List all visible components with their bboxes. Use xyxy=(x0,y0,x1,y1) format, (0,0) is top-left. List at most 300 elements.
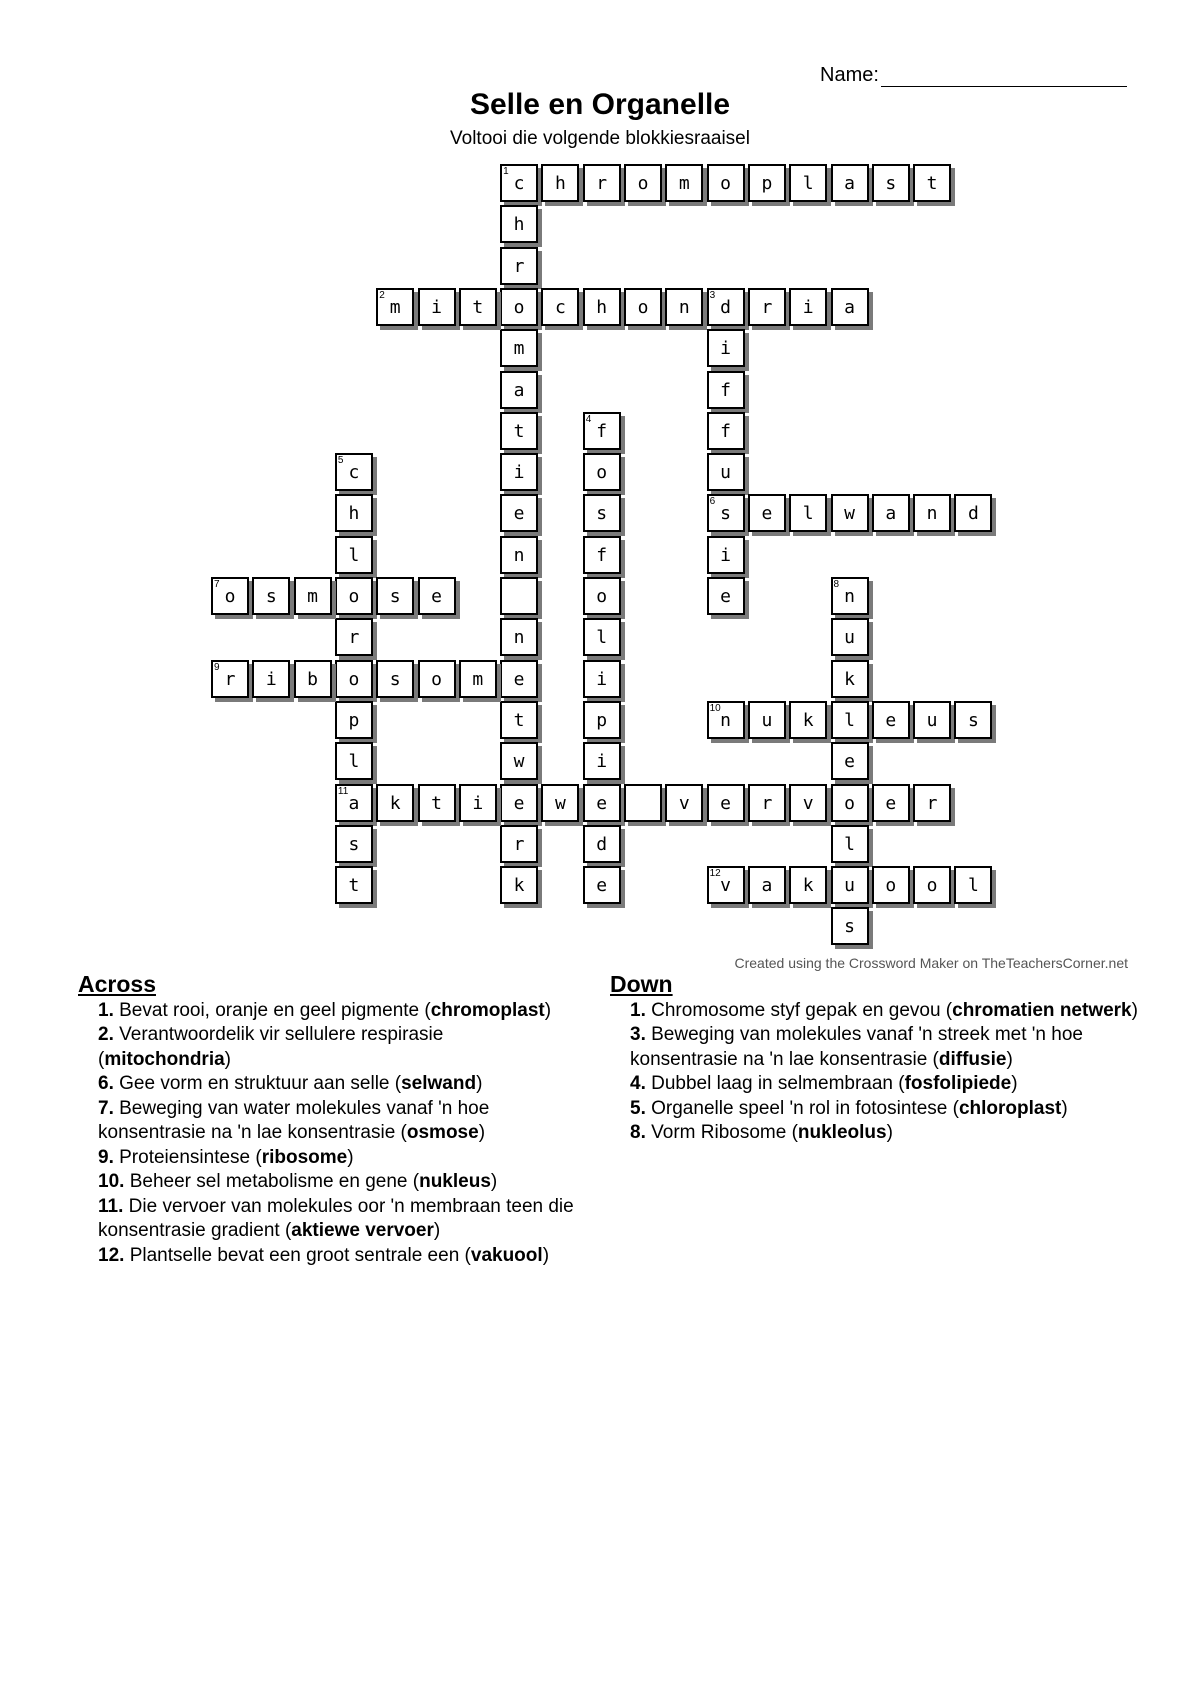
clue-end: ) xyxy=(347,1146,354,1168)
cell-letter: o xyxy=(596,462,608,484)
clue-number: 1. xyxy=(98,999,114,1021)
grid-cell[interactable] xyxy=(831,907,869,945)
cell-letter: r xyxy=(761,792,773,814)
across-clue xyxy=(78,1170,578,1195)
grid-cell[interactable] xyxy=(500,453,538,491)
clue-text: Proteiensintese ( xyxy=(113,1146,262,1168)
grid-cell[interactable] xyxy=(500,536,538,574)
cell-letter: m xyxy=(389,296,401,318)
across-clues xyxy=(78,972,578,1268)
cell-letter: s xyxy=(348,833,360,855)
cell-letter: i xyxy=(720,544,732,566)
cell-letter: r xyxy=(761,296,773,318)
down-clue xyxy=(610,999,1150,1024)
grid-cell[interactable] xyxy=(789,164,827,202)
across-clue xyxy=(78,1146,578,1171)
cell-letter: e xyxy=(513,792,525,814)
clue-end: ) xyxy=(886,1122,893,1143)
page-title: Selle en Organelle xyxy=(469,88,731,121)
cell-letter: i xyxy=(802,296,814,318)
grid-cell[interactable] xyxy=(583,453,621,491)
down-clue xyxy=(610,1023,1150,1072)
clue-text: Beweging van molekules vanaf 'n streek met 'n hoe konsentrasie na 'n lae konsentrasie ( xyxy=(630,1024,1083,1070)
clue-text: Chromosome styf gepak en gevou ( xyxy=(645,999,953,1021)
clue-number: 11. xyxy=(98,1195,124,1217)
grid-cell[interactable] xyxy=(624,164,662,202)
grid-cell[interactable] xyxy=(583,825,621,863)
grid-cell[interactable] xyxy=(418,784,456,822)
cell-letter: o xyxy=(513,296,525,318)
grid-cell[interactable] xyxy=(748,494,786,532)
grid-cell[interactable] xyxy=(872,494,910,532)
cell-letter: s xyxy=(885,173,897,194)
cell-letter: m xyxy=(307,586,319,607)
clue-end: ) xyxy=(1061,1097,1068,1119)
cell-letter: i xyxy=(596,668,608,690)
grid-cell[interactable] xyxy=(831,494,869,532)
across-clue xyxy=(78,1023,578,1072)
grid-cell[interactable] xyxy=(459,660,497,698)
grid-cell[interactable] xyxy=(665,288,703,326)
clue-text: Gee vorm en struktuur aan selle ( xyxy=(113,1073,402,1094)
grid-cell[interactable] xyxy=(624,784,662,822)
cell-letter: f xyxy=(596,544,608,566)
grid-cell[interactable] xyxy=(541,288,579,326)
clue-number: 1 xyxy=(503,166,509,177)
cell-letter: s xyxy=(389,668,401,690)
grid-cell[interactable] xyxy=(541,164,579,202)
grid-cell[interactable] xyxy=(335,701,373,739)
cell-letter: o xyxy=(885,875,897,897)
cell-letter: n xyxy=(720,709,732,731)
clue-answer: mitochondria xyxy=(104,1048,225,1070)
cell-letter: i xyxy=(720,338,732,360)
clue-number: 8 xyxy=(833,579,840,590)
grid-cell[interactable] xyxy=(294,577,332,615)
clue-text: Bevat rooi, oranje en geel pigmente ( xyxy=(113,999,431,1021)
grid-cell[interactable] xyxy=(707,453,745,491)
clue-number: 12 xyxy=(709,868,721,880)
cell-letter: o xyxy=(637,296,649,318)
grid-cell[interactable] xyxy=(500,825,538,863)
grid-cell[interactable] xyxy=(500,866,538,904)
grid-cell[interactable] xyxy=(707,329,745,367)
grid-cell[interactable] xyxy=(252,577,290,615)
cell-letter: f xyxy=(720,420,732,442)
cell-letter: l xyxy=(802,503,814,525)
grid-cell[interactable] xyxy=(954,494,992,532)
cell-letter: m xyxy=(472,668,484,690)
cell-letter: s xyxy=(265,586,277,607)
cell-letter: w xyxy=(554,792,566,814)
cell-letter: a xyxy=(348,792,360,814)
cell-letter: a xyxy=(844,173,855,194)
grid-cell[interactable] xyxy=(335,618,373,656)
grid-cell[interactable] xyxy=(583,577,621,615)
grid-cell[interactable] xyxy=(335,494,373,532)
cell-letter: o xyxy=(926,875,938,897)
cell-letter: a xyxy=(513,379,525,401)
cell-letter: u xyxy=(926,709,938,731)
grid-cell[interactable] xyxy=(211,577,249,615)
clue-number: 2. xyxy=(98,1024,114,1045)
grid-cell[interactable] xyxy=(748,784,786,822)
grid-cell[interactable] xyxy=(831,866,869,904)
grid-cell[interactable] xyxy=(707,494,745,532)
cell-letter: o xyxy=(348,668,360,690)
grid-cell[interactable] xyxy=(789,866,827,904)
grid-cell[interactable] xyxy=(831,742,869,780)
grid-cell[interactable] xyxy=(831,701,869,739)
clue-text: Plantselle bevat een groot sentrale een ( xyxy=(124,1244,471,1266)
cell-letter: e xyxy=(885,792,897,814)
clue-end: ) xyxy=(433,1220,441,1241)
cell-letter: s xyxy=(596,503,608,525)
grid-cell[interactable] xyxy=(707,412,745,450)
cell-letter: r xyxy=(596,173,608,194)
grid-cell[interactable] xyxy=(252,660,290,698)
cell-letter: n xyxy=(926,503,938,525)
grid-cell[interactable] xyxy=(583,660,621,698)
clue-number: 10. xyxy=(98,1171,125,1192)
cell-letter: i xyxy=(596,751,608,773)
cell-letter: o xyxy=(596,586,608,607)
grid-cell[interactable] xyxy=(913,164,951,202)
grid-cell[interactable] xyxy=(500,412,538,450)
grid-cell[interactable] xyxy=(500,660,538,698)
clue-answer: nukleus xyxy=(419,1171,491,1192)
grid-cell[interactable] xyxy=(748,164,786,202)
cell-letter: r xyxy=(348,627,360,649)
cell-letter: t xyxy=(513,709,525,731)
grid-cell[interactable] xyxy=(831,618,869,656)
clue-answer: vakuool xyxy=(470,1244,543,1266)
clue-text: Verantwoordelik vir sellulere respirasie ( xyxy=(98,1024,444,1070)
grid-cell[interactable] xyxy=(500,742,538,780)
grid-cell[interactable] xyxy=(335,866,373,904)
cell-letter: s xyxy=(389,586,401,607)
clue-number: 4. xyxy=(630,1073,646,1094)
grid-cell[interactable] xyxy=(294,660,332,698)
cell-letter: w xyxy=(844,503,855,525)
grid-cell[interactable] xyxy=(748,288,786,326)
grid-cell[interactable] xyxy=(583,742,621,780)
down-clue xyxy=(610,1097,1150,1122)
clue-end: ) xyxy=(476,1073,483,1094)
grid-cell[interactable] xyxy=(913,784,951,822)
grid-cell[interactable] xyxy=(583,288,621,326)
grid-cell[interactable] xyxy=(335,453,373,491)
cell-letter: r xyxy=(926,792,938,814)
clue-number: 2 xyxy=(379,289,385,301)
across-clue xyxy=(78,1195,578,1244)
clue-text: Vorm Ribosome ( xyxy=(645,1122,798,1143)
grid-cell[interactable] xyxy=(954,701,992,739)
grid-cell[interactable] xyxy=(831,825,869,863)
clue-number: 4 xyxy=(585,413,592,425)
cell-letter: t xyxy=(472,296,484,318)
grid-cell[interactable] xyxy=(418,660,456,698)
cell-letter: t xyxy=(926,173,938,194)
grid-cell[interactable] xyxy=(583,701,621,739)
grid-cell[interactable] xyxy=(831,288,869,326)
cell-letter: u xyxy=(720,462,732,484)
cell-letter: d xyxy=(720,296,732,318)
clue-text: Organelle speel 'n rol in fotosintese ( xyxy=(645,1097,959,1119)
cell-letter: s xyxy=(844,916,855,938)
cell-letter: e xyxy=(844,751,855,773)
down-heading: Down xyxy=(610,971,673,997)
grid-cell[interactable] xyxy=(789,701,827,739)
cell-letter: n xyxy=(844,586,855,607)
clue-end: ) xyxy=(490,1171,498,1192)
grid-cell[interactable] xyxy=(831,164,869,202)
grid-cell[interactable] xyxy=(335,536,373,574)
across-clue xyxy=(78,1072,578,1097)
clue-text: Beweging van water molekules vanaf 'n hoe konsentrasie na 'n lae konsentrasie ( xyxy=(98,1097,490,1143)
grid-cell[interactable] xyxy=(583,536,621,574)
grid-cell[interactable] xyxy=(376,577,414,615)
clue-end: ) xyxy=(1011,1073,1018,1094)
grid-cell[interactable] xyxy=(789,784,827,822)
clue-end: ) xyxy=(1131,999,1138,1021)
grid-cell[interactable] xyxy=(583,164,621,202)
clue-answer: osmose xyxy=(406,1122,479,1143)
clue-text: Beheer sel metabolisme en gene ( xyxy=(124,1171,420,1192)
grid-cell[interactable] xyxy=(459,784,497,822)
grid-cell[interactable] xyxy=(500,701,538,739)
cell-letter: e xyxy=(720,792,732,814)
cell-letter: t xyxy=(348,875,360,897)
cell-letter: k xyxy=(844,668,855,690)
cell-letter: l xyxy=(596,627,608,649)
grid-cell[interactable] xyxy=(500,577,538,615)
grid-cell[interactable] xyxy=(831,577,869,615)
grid-cell[interactable] xyxy=(335,577,373,615)
grid-cell[interactable] xyxy=(376,660,414,698)
grid-cell[interactable] xyxy=(500,288,538,326)
grid-cell[interactable] xyxy=(665,164,703,202)
clue-number: 7. xyxy=(98,1097,114,1119)
cell-letter: f xyxy=(596,420,608,442)
clue-answer: chromoplast xyxy=(430,999,545,1021)
cell-letter: i xyxy=(431,296,442,318)
cell-letter: s xyxy=(720,503,732,525)
cell-letter: h xyxy=(554,173,566,194)
clue-answer: nukleolus xyxy=(797,1122,887,1143)
grid-cell[interactable] xyxy=(376,288,414,326)
grid-cell[interactable] xyxy=(500,205,538,243)
grid-cell[interactable] xyxy=(872,866,910,904)
grid-cell[interactable] xyxy=(500,371,538,409)
grid-cell[interactable] xyxy=(913,866,951,904)
grid-cell[interactable] xyxy=(583,618,621,656)
grid-cell[interactable] xyxy=(376,784,414,822)
cell-letter: v xyxy=(802,792,814,814)
grid-cell[interactable] xyxy=(500,494,538,532)
cell-letter: l xyxy=(844,709,855,731)
clue-answer: chromatien netwerk xyxy=(952,999,1132,1021)
grid-cell[interactable] xyxy=(211,660,249,698)
cell-letter: e xyxy=(513,503,525,525)
clue-number: 9. xyxy=(98,1146,114,1168)
cell-letter: h xyxy=(513,214,525,236)
cell-letter: e xyxy=(596,792,608,814)
grid-cell[interactable] xyxy=(831,660,869,698)
cell-letter: c xyxy=(554,296,566,318)
cell-letter: n xyxy=(513,544,525,566)
cell-letter: i xyxy=(265,668,277,690)
grid-cell[interactable] xyxy=(707,371,745,409)
cell-letter: r xyxy=(513,255,525,277)
across-clue xyxy=(78,999,578,1024)
clue-number: 5 xyxy=(337,455,344,467)
cell-letter: n xyxy=(678,296,690,318)
across-heading: Across xyxy=(78,971,156,997)
clue-number: 3. xyxy=(630,1024,646,1045)
grid-cell[interactable] xyxy=(500,329,538,367)
grid-cell[interactable] xyxy=(748,701,786,739)
cell-letter: e xyxy=(885,709,897,731)
grid-cell[interactable] xyxy=(583,866,621,904)
cell-letter: v xyxy=(720,875,732,897)
cell-letter: l xyxy=(802,173,814,194)
grid-cell[interactable] xyxy=(913,494,951,532)
cell-letter: a xyxy=(761,875,773,897)
grid-cell[interactable] xyxy=(789,288,827,326)
cell-letter: p xyxy=(348,709,360,731)
cell-letter: r xyxy=(224,668,236,690)
clue-number: 11 xyxy=(337,785,349,797)
grid-cell[interactable] xyxy=(500,618,538,656)
grid-cell[interactable] xyxy=(707,866,745,904)
clue-number: 12. xyxy=(98,1244,125,1266)
clue-number: 6 xyxy=(709,496,716,508)
cell-letter: b xyxy=(307,668,319,690)
grid-cell[interactable] xyxy=(789,494,827,532)
grid-cell[interactable] xyxy=(707,784,745,822)
cell-letter: h xyxy=(348,503,360,525)
cell-letter: e xyxy=(596,875,608,897)
cell-letter: l xyxy=(844,833,855,855)
grid-cell[interactable] xyxy=(583,784,621,822)
cell-letter: e xyxy=(513,668,525,690)
clue-number: 8. xyxy=(630,1122,646,1143)
grid-cell[interactable] xyxy=(748,866,786,904)
cell-letter: o xyxy=(720,173,732,194)
cell-letter: i xyxy=(472,792,484,814)
cell-letter: k xyxy=(513,875,525,897)
grid-cell[interactable] xyxy=(335,784,373,822)
grid-cell[interactable] xyxy=(418,288,456,326)
grid-cell[interactable] xyxy=(583,412,621,450)
grid-cell[interactable] xyxy=(872,701,910,739)
cell-letter: k xyxy=(802,875,814,897)
grid-cell[interactable] xyxy=(500,164,538,202)
cell-letter: c xyxy=(348,462,360,484)
clue-answer: fosfolipiede xyxy=(904,1073,1012,1094)
cell-letter: n xyxy=(513,627,525,649)
cell-letter: o xyxy=(224,586,236,607)
grid-cell[interactable] xyxy=(872,164,910,202)
clue-number: 9 xyxy=(214,661,220,673)
cell-letter: e xyxy=(431,586,442,607)
cell-letter: p xyxy=(761,173,773,194)
cell-letter: a xyxy=(885,503,897,525)
grid-cell[interactable] xyxy=(707,288,745,326)
grid-cell[interactable] xyxy=(665,784,703,822)
grid-cell[interactable] xyxy=(418,577,456,615)
clue-end: ) xyxy=(1006,1048,1013,1070)
cell-letter: o xyxy=(637,173,649,194)
clue-end: ) xyxy=(478,1122,486,1143)
clue-end: ) xyxy=(542,1244,550,1266)
grid-cell[interactable] xyxy=(954,866,992,904)
clue-number: 6. xyxy=(98,1073,114,1094)
cell-letter: k xyxy=(802,709,814,731)
cell-letter: a xyxy=(844,296,855,318)
clue-answer: chloroplast xyxy=(958,1097,1062,1119)
cell-letter: d xyxy=(596,833,608,855)
cell-letter: t xyxy=(513,420,525,442)
grid-cell[interactable] xyxy=(707,164,745,202)
grid-cell[interactable] xyxy=(500,247,538,285)
grid-cell[interactable] xyxy=(831,784,869,822)
clue-text: Dubbel laag in selmembraan ( xyxy=(645,1073,905,1094)
down-clue xyxy=(610,1121,1150,1146)
grid-cell[interactable] xyxy=(707,536,745,574)
cell-letter: w xyxy=(513,751,525,773)
cell-letter: l xyxy=(348,544,360,566)
name-label: Name: xyxy=(820,64,879,86)
cell-letter: m xyxy=(678,173,690,194)
grid-cell[interactable] xyxy=(335,742,373,780)
cell-letter: t xyxy=(431,792,442,814)
grid-cell[interactable] xyxy=(335,660,373,698)
grid-cell[interactable] xyxy=(335,825,373,863)
cell-letter: p xyxy=(596,709,608,731)
cell-letter: l xyxy=(967,875,979,897)
cell-letter: l xyxy=(348,751,360,773)
cell-letter: c xyxy=(513,173,525,194)
grid-cell[interactable] xyxy=(624,288,662,326)
cell-letter: o xyxy=(348,586,360,607)
grid-cell[interactable] xyxy=(583,494,621,532)
cell-letter: k xyxy=(389,792,401,814)
across-clue xyxy=(78,1244,578,1269)
clue-answer: aktiewe vervoer xyxy=(291,1220,434,1241)
cell-letter: o xyxy=(844,792,855,814)
cell-letter: r xyxy=(513,833,525,855)
grid-cell[interactable] xyxy=(913,701,951,739)
clue-end: ) xyxy=(224,1048,231,1070)
clue-number: 7 xyxy=(214,579,220,590)
across-clue-list xyxy=(78,999,578,1269)
credit-text: Created using the Crossword Maker on TheTeachersCorner.net xyxy=(734,955,1128,971)
clue-number: 1. xyxy=(630,999,646,1021)
grid-cell[interactable] xyxy=(541,784,579,822)
grid-cell[interactable] xyxy=(500,784,538,822)
clue-number: 10 xyxy=(709,702,721,714)
grid-cell[interactable] xyxy=(707,701,745,739)
grid-cell[interactable] xyxy=(707,577,745,615)
cell-letter: e xyxy=(761,503,773,525)
clue-end: ) xyxy=(544,999,552,1021)
cell-letter: v xyxy=(678,792,690,814)
grid-cell[interactable] xyxy=(872,784,910,822)
clue-answer: diffusie xyxy=(938,1048,1007,1070)
grid-cell[interactable] xyxy=(459,288,497,326)
